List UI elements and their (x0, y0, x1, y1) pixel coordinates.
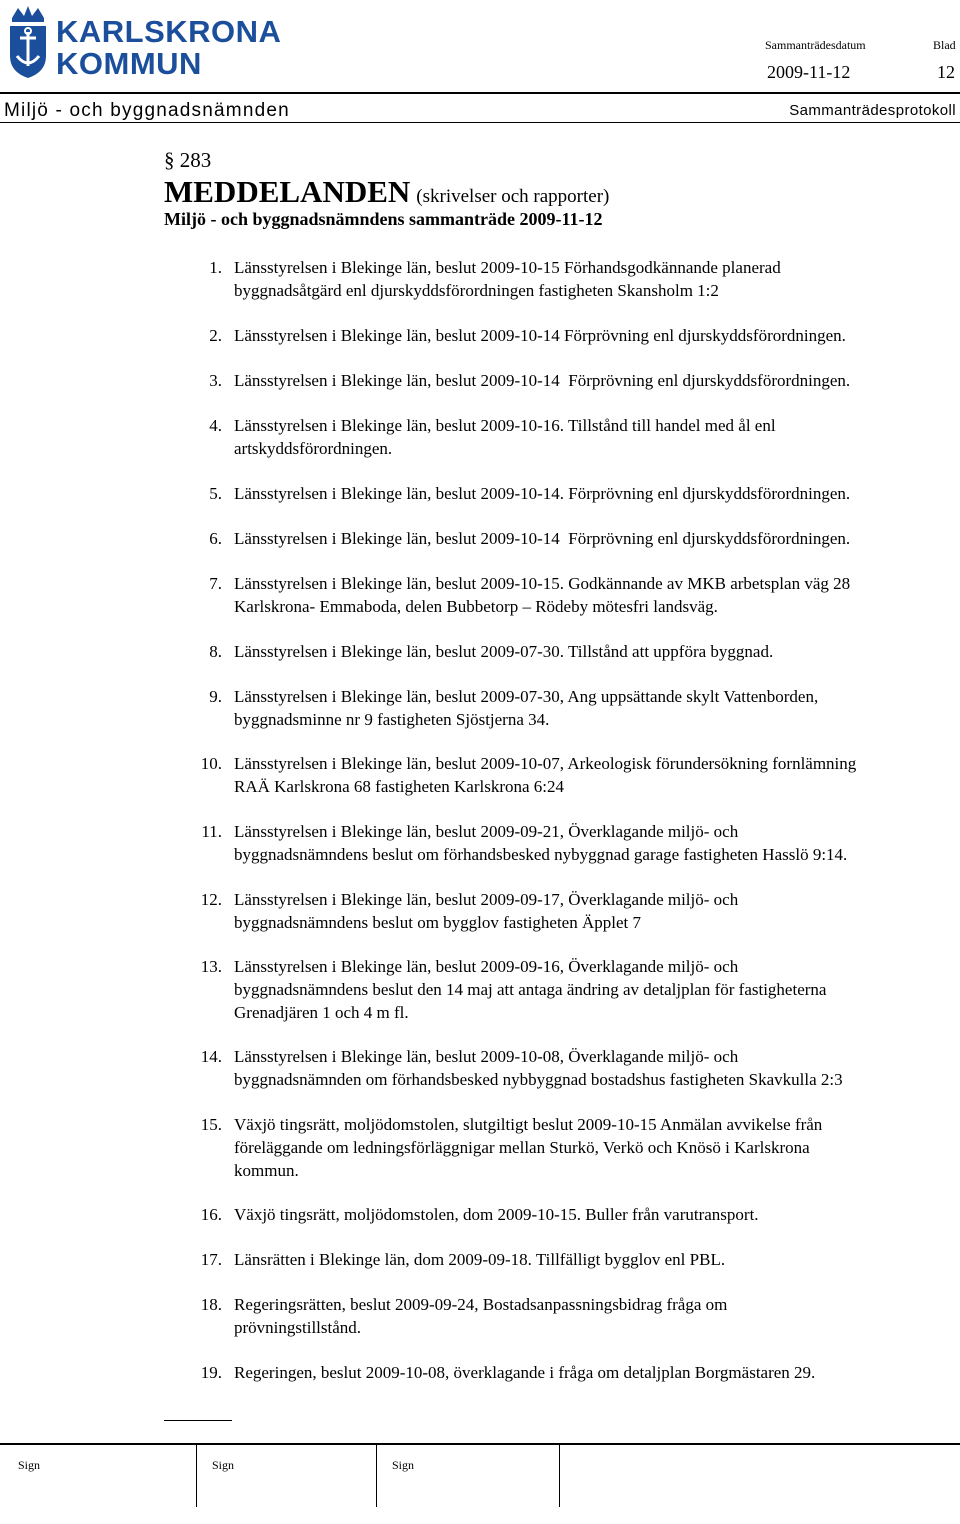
list-item-line: byggnadsnämnden om förhandsbesked nybbyggnad bostadshus fastigheten Skavkulla 2:3 (234, 1070, 843, 1089)
logo-text-kommun: KOMMUN (56, 46, 202, 81)
list-item-line: Regeringsrätten, beslut 2009-09-24, Bostadsanpassningsbidrag fråga om (234, 1295, 728, 1314)
list-item-number: 3. (209, 371, 222, 390)
list-item-line: Grenadjären 1 och 4 m fl. (234, 1003, 409, 1022)
list-item-text (234, 888, 956, 934)
list-item-line: byggnadsnämndens beslut om bygglov fastigheten Äpplet 7 (234, 913, 641, 932)
paragraph-number: § 283 (164, 148, 212, 172)
list-item-line: RAÄ Karlskrona 68 fastigheten Karlskrona 6:24 (234, 777, 565, 796)
list-item-line: Länsstyrelsen i Blekinge län, beslut 2009-10-08, Överklagande miljö- och (234, 1047, 739, 1066)
list-item-text (234, 1113, 956, 1182)
list-item-line: byggnadsminne nr 9 fastigheten Sjöstjerna 34. (234, 710, 550, 729)
list-item-text (234, 527, 956, 550)
list-item-number: 18. (200, 1295, 222, 1314)
list-item-line: Länsrätten i Blekinge län, dom 2009-09-18. Tillfälligt bygglov enl PBL. (234, 1250, 726, 1269)
list-item-number: 15. (200, 1115, 222, 1134)
list-item-text (234, 1361, 956, 1384)
list-item-line: kommun. (234, 1161, 299, 1180)
list-item-line: Länsstyrelsen i Blekinge län, beslut 2009-07-30, Ang uppsättande skylt Vattenborden, (234, 687, 819, 706)
list-item-text (234, 1248, 956, 1271)
list-item-line: Länsstyrelsen i Blekinge län, beslut 2009-10-14 Förprövning enl djurskyddsförordningen. (234, 326, 846, 345)
list-item-number: 14. (200, 1047, 222, 1066)
sign-box-1 (0, 1443, 197, 1507)
list-item-line: Länsstyrelsen i Blekinge län, beslut 2009-10-14. Förprövning enl djurskyddsförordningen. (234, 484, 851, 503)
list-item-line: byggnadsnämndens beslut den 14 maj att antaga ändring av detaljplan för fastigheterna (234, 980, 827, 999)
sign-label-2: Sign (212, 1458, 235, 1472)
list-item-line: Länsstyrelsen i Blekinge län, beslut 2009-10-15. Godkännande av MKB arbetsplan väg 28 (234, 574, 851, 593)
list-item-number: 7. (209, 574, 222, 593)
meeting-date-label: Sammanträdesdatum (765, 38, 866, 52)
list-item-text (234, 752, 956, 798)
list-item-number: 2. (209, 326, 222, 345)
header-sub-rule (0, 122, 960, 123)
list-item-line: Växjö tingsrätt, moljödomstolen, slutgiltigt beslut 2009-10-15 Anmälan avvikelse från (234, 1115, 823, 1134)
list-item-number: 5. (209, 484, 222, 503)
list-item-number: 6. (209, 529, 222, 548)
list-item-text (234, 685, 956, 731)
sign-label-3: Sign (392, 1458, 415, 1472)
list-item-number: 9. (209, 687, 222, 706)
list-item-line: Länsstyrelsen i Blekinge län, beslut 2009-10-07, Arkeologisk förundersökning fornlämning (234, 754, 857, 773)
list-item-line: Länsstyrelsen i Blekinge län, beslut 2009-10-16. Tillstånd till handel med ål enl (234, 416, 776, 435)
list-item-line: artskyddsförordningen. (234, 439, 393, 458)
list-item-number: 1. (209, 258, 222, 277)
list-item-line: Länsstyrelsen i Blekinge län, beslut 2009-09-21, Överklagande miljö- och (234, 822, 739, 841)
list-item-line: Länsstyrelsen i Blekinge län, beslut 2009-07-30. Tillstånd att uppföra byggnad. (234, 642, 774, 661)
page-number: 12 (937, 62, 955, 82)
list-item-line: byggnadsåtgärd enl djurskyddsförordningen fastigheten Skansholm 1:2 (234, 281, 719, 300)
list-item-number: 13. (200, 957, 222, 976)
list-item-line: Länsstyrelsen i Blekinge län, beslut 2009-10-15 Förhandsgodkännande planerad (234, 258, 781, 277)
section-title (164, 174, 609, 210)
list-item-number: 10. (200, 754, 222, 773)
list-item-text (234, 324, 956, 347)
list-item-line: Karlskrona- Emmaboda, delen Bubbetorp – Rödeby mötesfri landsväg. (234, 597, 718, 616)
list-item-number: 19. (200, 1363, 222, 1382)
list-item-line: Länsstyrelsen i Blekinge län, beslut 2009-09-16, Överklagande miljö- och (234, 957, 739, 976)
sign-box-3 (377, 1443, 560, 1507)
list-item-text (234, 1293, 956, 1339)
list-item-number: 12. (200, 890, 222, 909)
list-item-text (234, 572, 956, 618)
list-item-line: Länsstyrelsen i Blekinge län, beslut 2009-10-14 Förprövning enl djurskyddsförordningen. (234, 529, 851, 548)
list-item-text (234, 482, 956, 505)
footnote-rule (164, 1420, 232, 1421)
crown-anchor-crest-icon (6, 4, 50, 80)
section-title-suffix: (skrivelser och rapporter) (416, 186, 610, 207)
list-item-text (234, 955, 956, 1024)
list-item-text (234, 1203, 956, 1226)
list-item-text (234, 640, 956, 663)
page-label: Blad (933, 38, 956, 52)
list-item-line: Växjö tingsrätt, moljödomstolen, dom 2009-10-15. Buller från varutransport. (234, 1205, 759, 1224)
list-item-text (234, 369, 956, 392)
meeting-line: Miljö - och byggnadsnämndens sammanträde 2009-11-12 (164, 209, 603, 229)
list-item-text (234, 414, 956, 460)
list-item-line: Länsstyrelsen i Blekinge län, beslut 2009-10-14 Förprövning enl djurskyddsförordningen. (234, 371, 851, 390)
section-title-main: MEDDELANDEN (164, 174, 411, 209)
list-item-line: föreläggande om ledningsförläggnigar mellan Sturkö, Verkö och Knösö i Karlskrona (234, 1138, 810, 1157)
list-item-number: 11. (201, 822, 222, 841)
header-rule (0, 92, 960, 94)
list-item-line: prövningstillstånd. (234, 1318, 362, 1337)
list-item-text (234, 256, 956, 302)
committee-name: Miljö - och byggnadsnämnden (4, 100, 290, 121)
sign-box-2 (197, 1443, 377, 1507)
list-item-number: 4. (209, 416, 222, 435)
logo-text-karlskrona: KARLSKRONA (56, 14, 282, 49)
list-item-line: byggnadsnämndens beslut om förhandsbesked nybyggnad garage fastigheten Hasslö 9:14. (234, 845, 848, 864)
karlskrona-logo (6, 4, 306, 80)
list-item-line: Länsstyrelsen i Blekinge län, beslut 2009-09-17, Överklagande miljö- och (234, 890, 739, 909)
list-item-number: 16. (200, 1205, 222, 1224)
list-item-number: 8. (209, 642, 222, 661)
meeting-date: 2009-11-12 (767, 62, 851, 82)
sign-label-1: Sign (18, 1458, 41, 1472)
document-type: Sammanträdesprotokoll (789, 102, 956, 119)
list-item-text (234, 1045, 956, 1091)
list-item-line: Regeringen, beslut 2009-10-08, överklagande i fråga om detaljplan Borgmästaren 29. (234, 1363, 816, 1382)
list-item-number: 17. (200, 1250, 222, 1269)
list-item-text (234, 820, 956, 866)
